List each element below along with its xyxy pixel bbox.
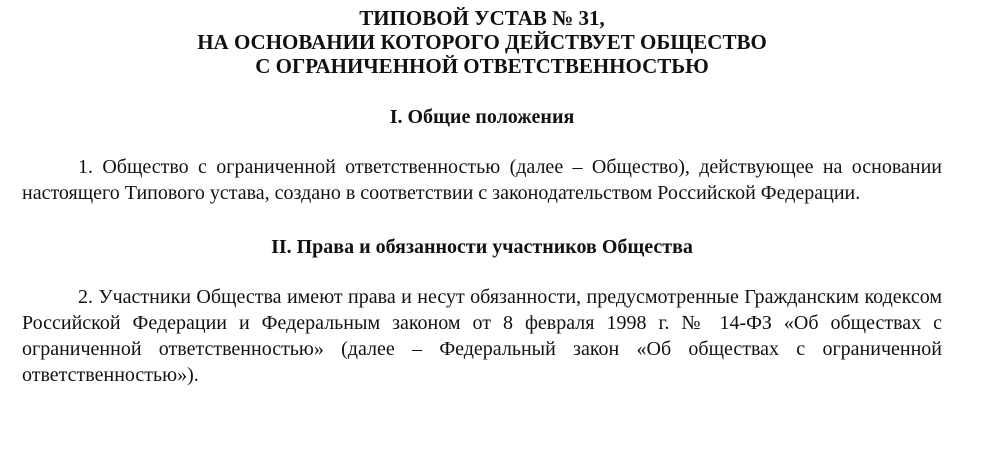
section-heading-rights: II. Права и обязанности участников Общества: [271, 236, 693, 258]
paragraph-1: 1. Общество с ограниченной ответственностью (далее – Общество), действующее на основании настоящего Типового устава, создано в соответствии с законодательством Российской Федерации.: [22, 156, 942, 204]
title-line-2: НА ОСНОВАНИИ КОТОРОГО ДЕЙСТВУЕТ ОБЩЕСТВО: [197, 30, 767, 54]
title-line-1: ТИПОВОЙ УСТАВ № 31,: [359, 6, 605, 30]
title-line-3: С ОГРАНИЧЕННОЙ ОТВЕТСТВЕННОСТЬЮ: [255, 54, 709, 78]
paragraph-2: 2. Участники Общества имеют права и несут обязанности, предусмотренные Гражданским кодексом Российской Федерации и Федеральным законом от 8 февраля 1998 г. № 14-ФЗ «Об обществах с ограниченной ответственностью» (далее – Федеральный закон «Об обществах с ограниченной ответственностью»).: [22, 286, 942, 386]
document-title: [22, 6, 942, 78]
document-page: [22, 6, 942, 446]
section-heading-general: I. Общие положения: [389, 106, 575, 128]
